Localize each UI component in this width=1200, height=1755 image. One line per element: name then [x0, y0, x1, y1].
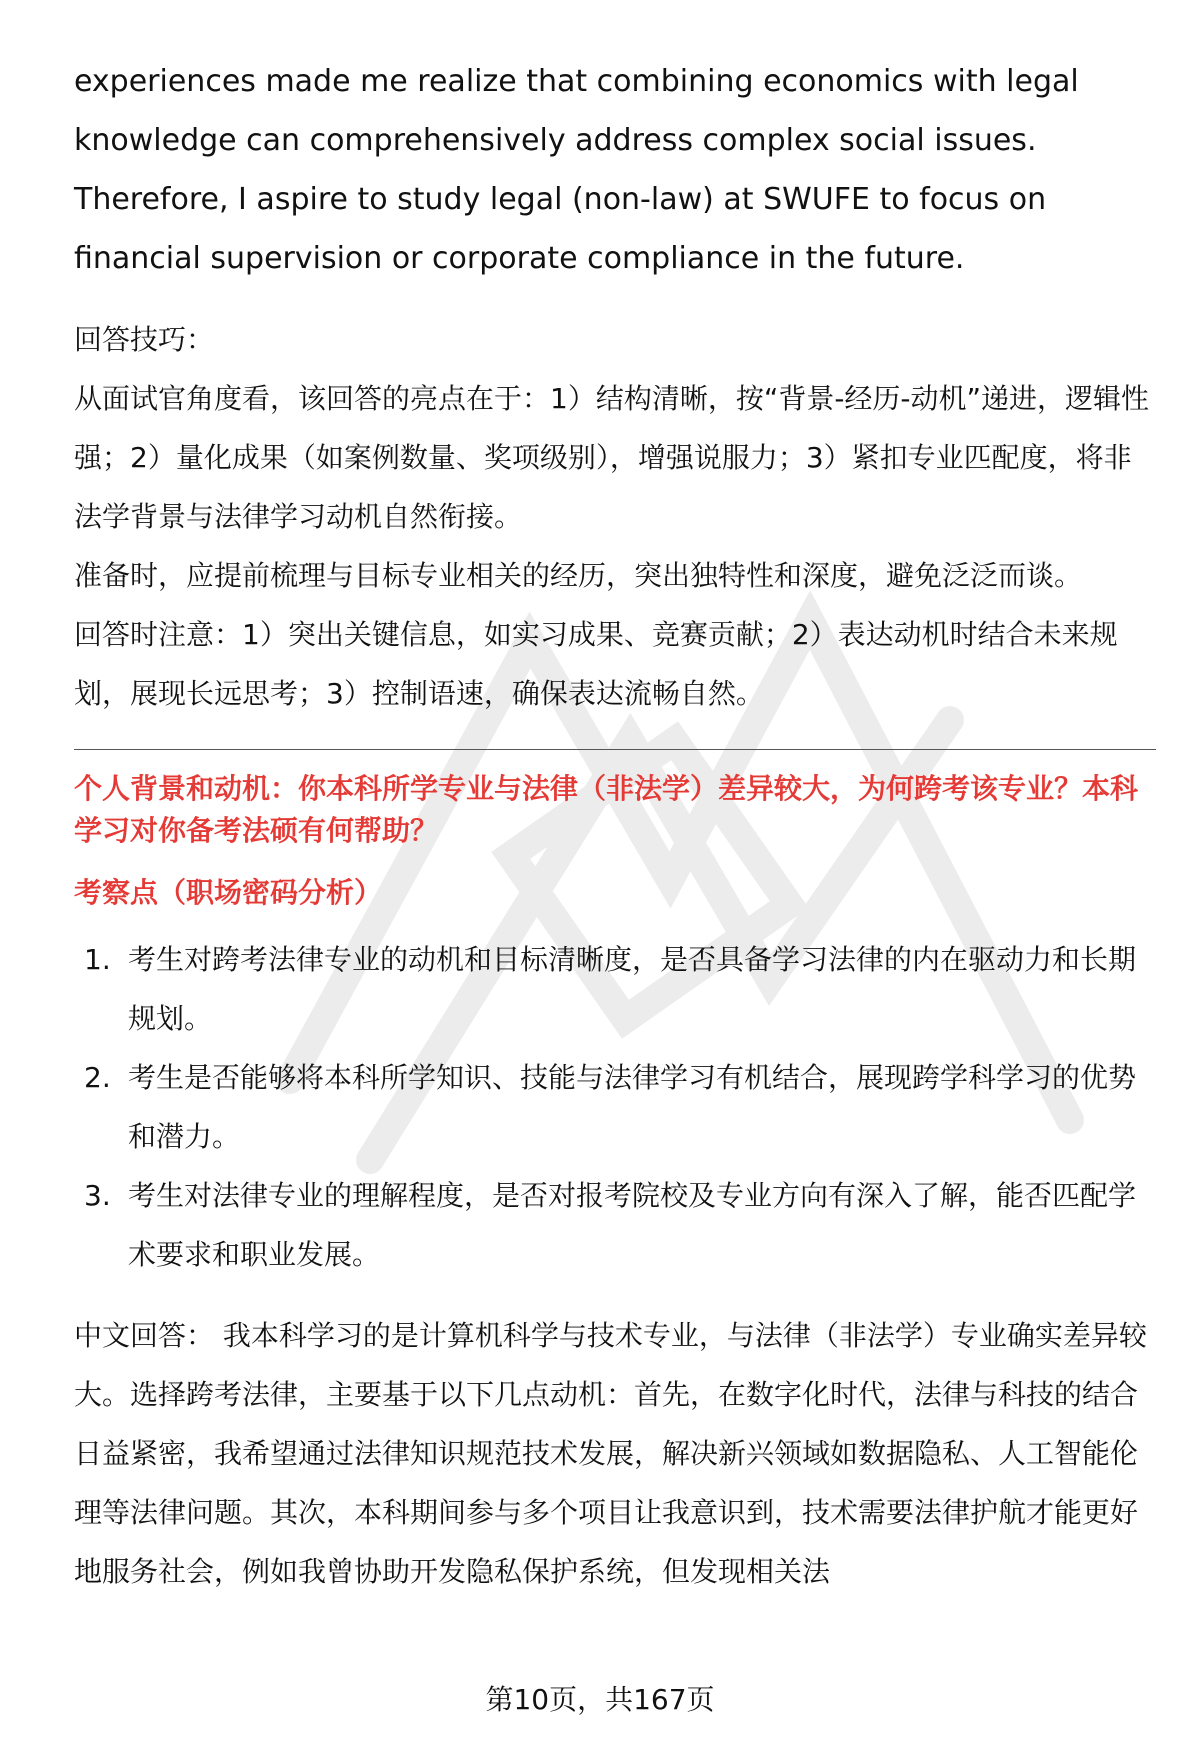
tips-paragraph: 准备时，应提前梳理与目标专业相关的经历，突出独特性和深度，避免泛泛而谈。 [74, 559, 1083, 592]
section-divider [74, 749, 1156, 750]
list-item-number: 2. [84, 1061, 111, 1094]
list-item-text: 考生是否能够将本科所学知识、技能与法律学习有机结合，展现跨学科学习的优势和潜力。 [128, 1061, 1137, 1153]
intro-paragraph: experiences made me realize that combining economics with legal knowledge can comprehensively address complex social issues. Therefore, I aspire to study legal (non-law) at SWUFE to focus on financial supervision or corporate compliance in the future. [74, 64, 1079, 276]
main-content [74, 52, 1154, 1601]
list-item [74, 1048, 1154, 1166]
list-item-number: 3. [84, 1179, 111, 1212]
analysis-heading: 考察点（职场密码分析） [74, 876, 383, 909]
tips-title: 回答技巧： [74, 323, 215, 356]
chinese-answer: 中文回答： 我本科学习的是计算机科学与技术专业，与法律（非法学）专业确实差异较大。选择跨考法律，主要基于以下几点动机：首先，在数字化时代，法律与科技的结合日益紧密，我希望通过法律知识规范技术发展，解决新兴领域如数据隐私、人工智能伦理等法律问题。其次，本科期间参与多个项目让我意识到，技术需要法律护航才能更好地服务社会，例如我曾协助开发隐私保护系统，但发现相关法 [74, 1319, 1147, 1588]
list-item-number: 1. [84, 943, 111, 976]
list-item [74, 930, 1154, 1048]
list-item-text: 考生对法律专业的理解程度，是否对报考院校及专业方向有深入了解，能否匹配学术要求和职业发展。 [128, 1179, 1137, 1271]
list-item-text: 考生对跨考法律专业的动机和目标清晰度，是否具备学习法律的内在驱动力和长期规划。 [128, 943, 1137, 1035]
analysis-points-list [74, 930, 1154, 1284]
page-number: 第10页，共167页 [485, 1683, 715, 1716]
tips-paragraph: 从面试官角度看，该回答的亮点在于：1）结构清晰，按“背景-经历-动机”递进，逻辑性强；2）量化成果（如案例数量、奖项级别），增强说服力；3）紧扣专业匹配度，将非法学背景与法律学习动机自然衔接。 [74, 382, 1150, 533]
question-title: 个人背景和动机：你本科所学专业与法律（非法学）差异较大，为何跨考该专业？本科学习对你备考法硕有何帮助？ [74, 772, 1139, 847]
tips-paragraph: 回答时注意：1）突出关键信息，如实习成果、竞赛贡献；2）表达动机时结合未来规划，展现长远思考；3）控制语速，确保表达流畅自然。 [74, 618, 1118, 710]
list-item [74, 1166, 1154, 1284]
